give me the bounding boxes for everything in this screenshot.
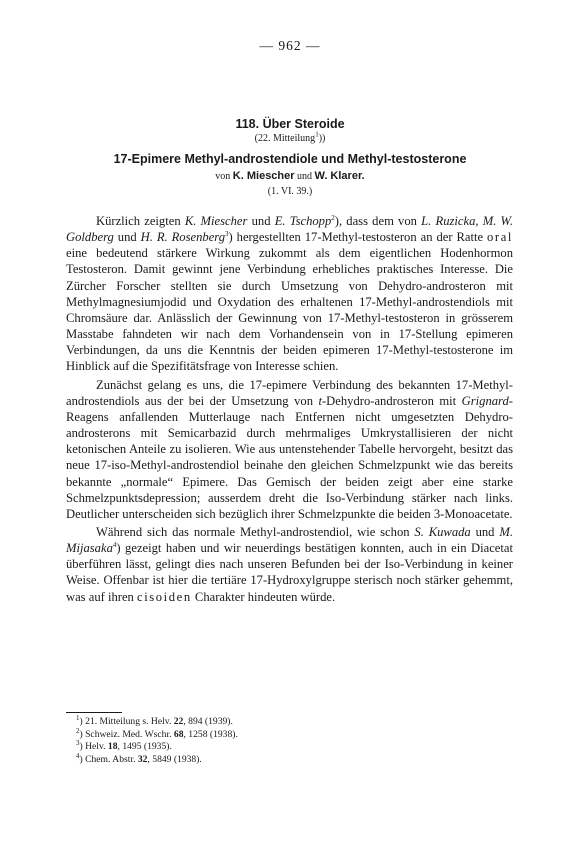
italic-run: E. Tschopp [274,214,332,228]
footnote-marker-close: ) [79,728,86,740]
footnote-volume: 18 [107,741,118,753]
italic-run: M. Mijasaka [66,524,513,556]
received-date: (1. VI. 39.) [267,186,313,197]
footnote-marker: 4 [112,540,117,549]
article-header [0,116,580,199]
footnote-text: Schweiz. Med. Wschr. [85,728,174,740]
series-note [0,132,580,146]
footnote-volume: 32 [137,753,148,765]
text-run: ) gezeigt haben und wir neuerdings bestätigen konnten, auch in ein Diacetat überführen lässt, gelingt dies nach unseren Befunden bei der Iso-Verbindung in keiner Weise. Offenbar ist hier die tertiäre 17-Hydroxylgruppe sterisch noch stärker gehemmt, was auf ihren [66,541,513,604]
text-run: Während sich das normale Methyl-androstendiol, wie schon [96,524,415,539]
spaced-emphasis: oral [487,230,514,245]
italic-run: S. Kuwada [414,524,471,539]
author-name: K. Miescher [232,170,295,182]
footnote-volume: 22 [173,716,184,727]
footnote [76,713,238,729]
text-run: Charakter hindeuten würde. [191,589,336,604]
footnote-marker: 2 [76,726,80,735]
body-paragraph [66,377,513,522]
text-run: -Reagens anfallenden Mutterlauge nach Entfernen nicht umgesetzten Dehydro-androsterons mit Semicarbazid durch mehrmaliges Umkrystallisieren der nicht ketonischen Anteile zu isolieren. Wie aus untenstehender Tabelle hervorgeht, besitzt das neue 17-iso-Methyl-androstendiol beinahe den gleichen Schmelzpunkt wie das bereits bekannte „normale“ Epimere. Das Gemisch der beiden zeigt aber eine starke Schmelzpunktsdepression; ausserdem dreht die Iso-Verbindung stärker nach links. Deutlicher unterscheiden sich bezüglich ihrer Schmelzpunkte die beiden 3-Monoacetate. [66,393,513,521]
author-conjunction: und [297,171,313,182]
footnote-marker: 4 [76,751,80,760]
text-run: Zunächst gelang es uns, die 17-epimere Verbindung des bekannten 17-Methyl-androstendiols aus der bei der Umsetzung von [66,377,513,408]
footnote [76,741,238,754]
footnotes [76,713,238,766]
series-note-text: (22. Mitteilung [254,133,316,144]
text-run: ), dass dem von [334,214,422,228]
text-run: und [470,524,500,539]
article-title: 118. Über Steroide [235,117,345,131]
text-run: eine bedeutend stärkere Wirkung zukommt als dem eigentlichen Hodenhormon Testosteron. Damit gewinnt jene Verbindung erhebliches praktisches Interesse. Die Zürcher Forscher stellten sie durch Umsetzung von Dehydro-androsteron mit Methylmagnesiumjodid und Oxydation des erhaltenen 17-Methyl-androstendiols mit Chromsäure dar. Anlässlich der Gewinnung von 17-Methyl-testosteron in grösserem Masstabe fahndeten wir nach dem Vorhandensein von in 17-Stellung epimeren Verbindungen, da uns die Kenntnis der beiden epimeren 17-Methyl-testosterone im Hinblick auf die Spezifitätsfrage von Interesse schien. [66,246,513,374]
text-run: und [247,214,275,228]
footnote-marker: 3 [76,739,80,747]
article-body [66,213,513,605]
footnote-text: , 1258 (1938). [183,728,238,740]
footnote-text: , 5849 (1938). [147,753,202,765]
italic-run: Grignard [461,393,509,408]
body-paragraph [66,524,513,605]
footnote-marker-close: ) [79,741,86,753]
series-note-close: )) [318,133,326,144]
body-paragraph [66,213,513,375]
footnote-text: , 1495 (1935). [117,741,172,753]
footnote-marker-close: ) [79,716,86,727]
footnote-text: Helv. [85,741,108,753]
italic-run: L. Ruzicka, M. W. Goldberg [66,214,514,245]
footnote-marker: 1 [315,130,319,139]
author-name: W. Klarer. [314,170,365,182]
footnote-volume: 68 [173,728,184,740]
italic-run: K. Miescher [184,214,248,228]
footnote-divider [66,712,122,713]
author-line [0,168,580,185]
text-run: -Dehydro-androsteron mit [321,393,462,408]
footnote-text: , 894 (1939). [183,716,233,727]
text-run: ) hergestellten 17-Methyl-testosteron an der Ratte [228,230,488,245]
author-prefix: von [215,171,231,182]
footnote-marker: 2 [331,213,335,222]
footnote-marker: 3 [225,229,229,238]
article-subtitle: 17-Epimere Methyl-androstendiole und Methyl-testosterone [113,152,467,166]
footnote-marker: 1 [76,713,80,722]
italic-run: H. R. Rosenberg [140,230,226,245]
spaced-emphasis: cisoiden [137,589,192,604]
footnote-text: Chem. Abstr. [85,753,138,765]
text-run: und [113,230,141,245]
footnote-marker-close: ) [79,753,86,765]
footnote-text: 21. Mitteilung s. Helv. [85,716,174,727]
page-number: — 962 — [259,38,321,53]
footnote [76,726,238,742]
text-run: Kürzlich zeigten [96,214,185,228]
italic-run: t [318,393,322,408]
footnote [76,751,238,767]
